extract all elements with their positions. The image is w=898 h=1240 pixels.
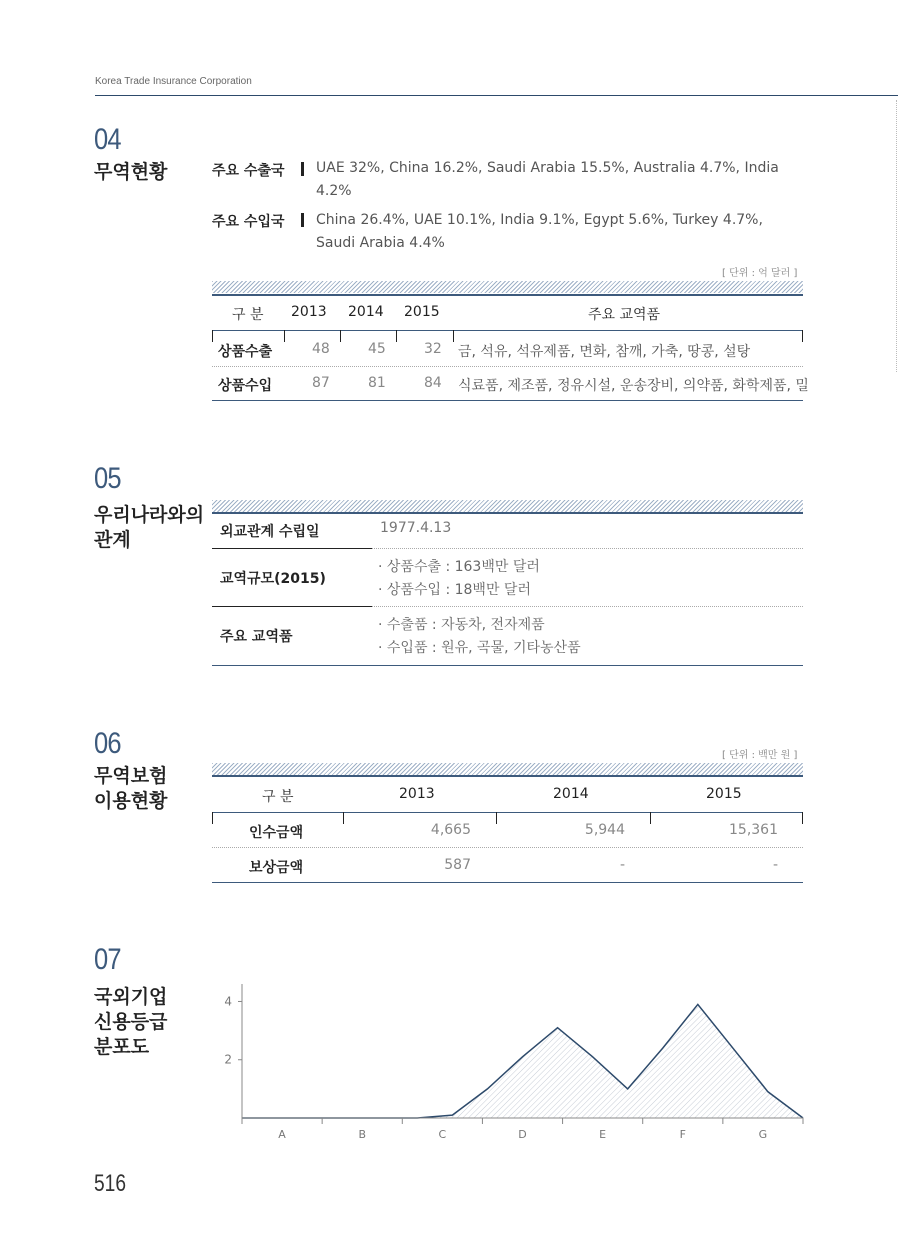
table-bottom-rule — [212, 400, 803, 401]
section-04-number: 04 — [94, 123, 121, 156]
import-countries-line1: China 26.4%, UAE 10.1%, India 9.1%, Egypt 5.6%, Turkey 4.7%, — [316, 212, 763, 228]
col-header-goods: 주요 교역품 — [588, 307, 661, 323]
relation-value-line2: · 상품수입 : 18백만 달러 — [378, 582, 531, 598]
export-countries-line2: 4.2% — [316, 183, 352, 199]
col-header-category: 구 분 — [232, 307, 264, 323]
import-countries-line2: Saudi Arabia 4.4% — [316, 235, 445, 251]
label-separator — [301, 162, 304, 176]
column-tick — [212, 330, 213, 342]
x-tick-label: G — [758, 1128, 768, 1140]
relation-label: 외교관계 수립일 — [220, 524, 320, 540]
column-tick — [284, 330, 285, 342]
relation-label: 교역규모(2015) — [220, 571, 326, 587]
table-bottom-rule — [212, 665, 803, 666]
cell-2015: 84 — [424, 375, 442, 391]
import-countries-label: 주요 수입국 — [212, 214, 285, 230]
section-05-title-line1: 우리나라와의 — [94, 504, 205, 526]
cell-2015: - — [772, 857, 778, 873]
column-tick — [802, 812, 803, 824]
col-header-2015: 2015 — [404, 304, 440, 320]
cell-goods: 금, 석유, 석유제품, 면화, 참깨, 가축, 땅콩, 설탕 — [458, 344, 751, 360]
table-unit-note: [ 단위 : 백만 원 ] — [722, 750, 798, 761]
table-top-rule — [212, 294, 803, 296]
cell-2015: 15,361 — [729, 822, 778, 838]
running-header: Korea Trade Insurance Corporation — [95, 76, 252, 87]
table-header-rule — [212, 330, 803, 331]
section-07-title-line1: 국외기업 — [94, 986, 168, 1008]
x-tick-label: B — [358, 1128, 366, 1140]
label-separator — [301, 213, 304, 227]
section-04-title: 무역현황 — [94, 161, 168, 183]
table-bottom-rule — [212, 882, 803, 883]
col-header-2015: 2015 — [706, 786, 742, 802]
side-dotted-guide — [896, 100, 897, 372]
column-tick — [340, 330, 341, 342]
x-tick-label: C — [438, 1128, 447, 1140]
relation-value: 1977.4.13 — [380, 520, 452, 536]
y-tick-label: 4 — [224, 994, 232, 1009]
header-rule — [95, 95, 898, 96]
table-unit-note: [ 단위 : 억 달러 ] — [722, 268, 798, 279]
cell-2014: - — [619, 857, 625, 873]
table-top-rule — [212, 775, 803, 777]
column-tick — [453, 330, 454, 342]
col-header-2013: 2013 — [399, 786, 435, 802]
label-underline — [212, 606, 372, 607]
row-label: 상품수출 — [218, 344, 273, 360]
table-hatch-band — [212, 500, 803, 512]
x-tick-label: A — [278, 1128, 286, 1140]
section-06-number: 06 — [94, 727, 121, 760]
row-divider — [212, 847, 803, 848]
col-header-2014: 2014 — [348, 304, 384, 320]
col-header-category: 구 분 — [262, 789, 294, 805]
section-07-number: 07 — [94, 943, 121, 976]
column-tick — [396, 330, 397, 342]
cell-goods: 식료품, 제조품, 정유시설, 운송장비, 의약품, 화학제품, 밀 — [458, 378, 809, 394]
cell-2013: 587 — [444, 857, 471, 873]
column-tick — [212, 812, 213, 824]
row-label: 상품수입 — [218, 378, 273, 394]
cell-2013: 48 — [312, 341, 330, 357]
cell-2015: 32 — [424, 341, 442, 357]
cell-2013: 4,665 — [430, 822, 471, 838]
section-06-title-line1: 무역보험 — [94, 765, 168, 787]
y-tick-label: 2 — [224, 1052, 232, 1067]
col-header-2014: 2014 — [553, 786, 589, 802]
label-underline — [212, 548, 372, 549]
export-countries-label: 주요 수출국 — [212, 163, 285, 179]
section-06-title-line2: 이용현황 — [94, 790, 168, 812]
row-label: 인수금액 — [249, 825, 304, 841]
table-top-rule — [212, 512, 803, 514]
cell-2014: 45 — [368, 341, 386, 357]
row-divider — [372, 548, 803, 549]
table-hatch-band — [212, 763, 803, 775]
x-tick-label: F — [679, 1128, 686, 1140]
cell-2014: 81 — [368, 375, 386, 391]
table-header-rule — [212, 812, 803, 813]
row-label: 보상금액 — [249, 860, 304, 876]
relation-value-line2: · 수입품 : 원유, 곡물, 기타농산품 — [378, 640, 581, 656]
cell-2014: 5,944 — [584, 822, 625, 838]
x-tick-label: D — [518, 1128, 527, 1140]
section-05-title-line2: 관계 — [94, 529, 131, 551]
export-countries-line1: UAE 32%, China 16.2%, Saudi Arabia 15.5%, Australia 4.7%, India — [316, 160, 779, 176]
row-divider — [372, 606, 803, 607]
section-07-title-line2: 신용등급 — [94, 1011, 168, 1033]
x-tick-label: E — [599, 1128, 607, 1140]
relation-value-line1: · 수출품 : 자동차, 전자제품 — [378, 617, 545, 633]
page-number: 516 — [94, 1170, 127, 1197]
relation-label: 주요 교역품 — [220, 629, 293, 645]
relation-value-line1: · 상품수출 : 163백만 달러 — [378, 559, 540, 575]
credit-rating-chart — [210, 980, 820, 1140]
section-05-number: 05 — [94, 462, 121, 495]
col-header-2013: 2013 — [291, 304, 327, 320]
column-tick — [802, 330, 803, 342]
area-fill — [242, 1004, 803, 1118]
row-divider — [212, 366, 803, 367]
cell-2013: 87 — [312, 375, 330, 391]
table-hatch-band — [212, 281, 803, 293]
section-07-title-line3: 분포도 — [94, 1036, 150, 1058]
